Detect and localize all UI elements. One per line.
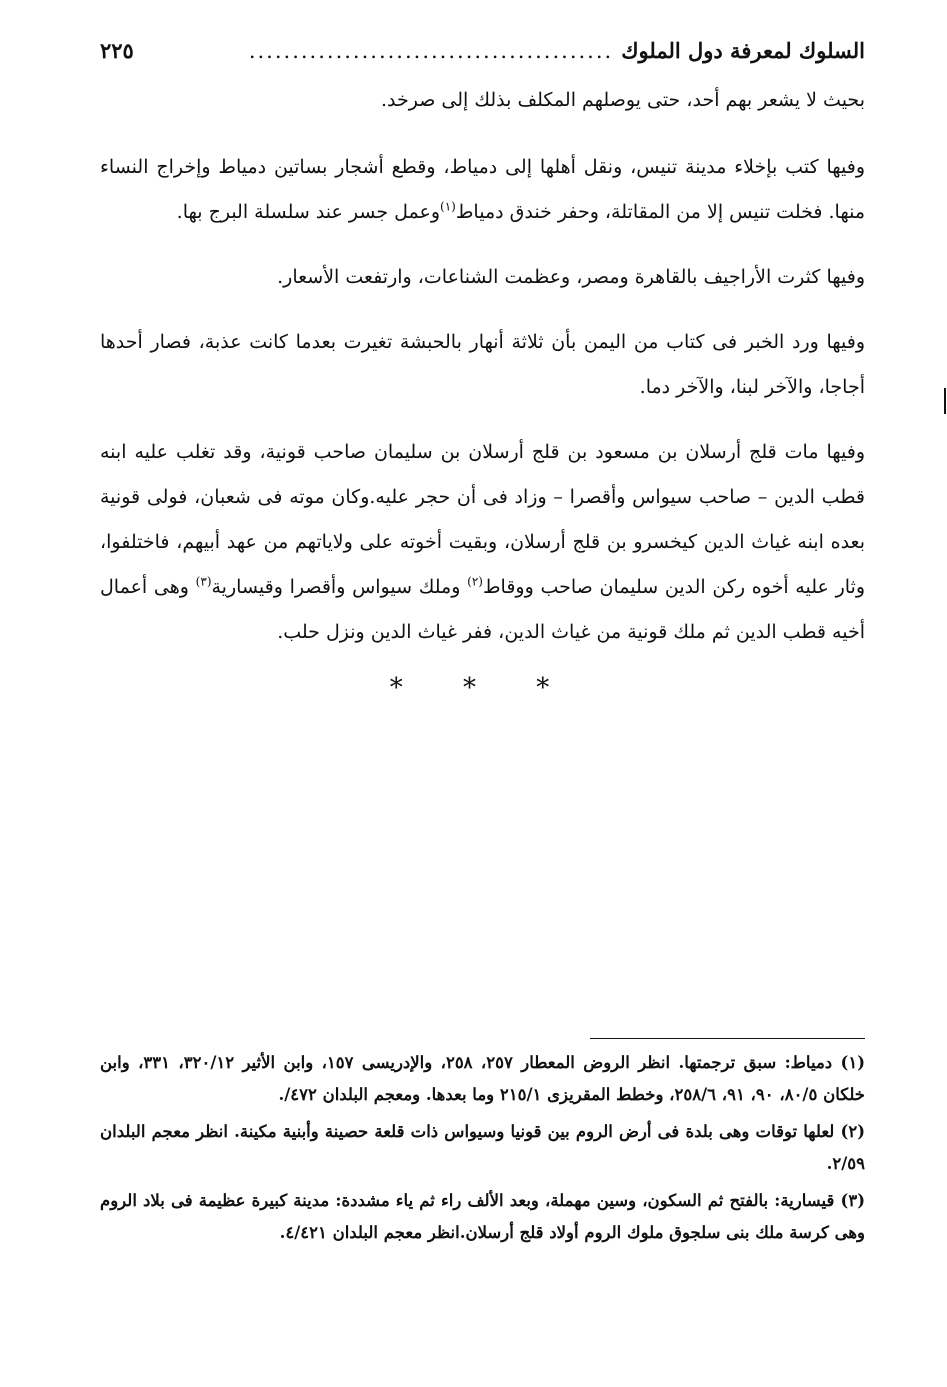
header-leader-dots: .......................................... [248,39,614,63]
paragraph-text: وعمل جسر عند سلسلة البرج بها. [176,201,441,223]
paragraph-text: وهى أعمال أخيه قطب الدين ثم ملك قونية من غياث الدين، ففر غياث الدين ونزل حلب. [100,576,865,643]
scan-edge-mark [944,388,946,414]
footnote-ref-3: (٣) [195,574,212,589]
paragraph-4 [100,320,865,410]
paragraph-text: وملك سيواس وأقصرا وقيسارية [211,576,468,598]
section-separator-stars: * * * [389,673,576,703]
paragraph-text: وفيها ورد الخبر فى كتاب من اليمن بأن ثلاثة أنهار بالحبشة تغيرت بعدما كانت عذبة، فصار أحدها أجاجا، والآخر لبنا، والآخر دما. [100,331,865,398]
paragraph-text: وفيها كتب بإخلاء مدينة تنيس، ونقل أهلها إلى دمياط، وقطع أشجار بساتين دمياط وإخراج النساء منها. فخلت تنيس إلا من المقاتلة، وحفر خندق دمياط [100,156,865,223]
running-header [100,38,865,78]
paragraph-5 [100,430,865,655]
paragraph-text: بحيث لا يشعر بهم أحد، حتى يوصلهم المكلف بذلك إلى صرخد. [381,89,865,111]
paragraph-2 [100,145,865,235]
paragraph-text: وفيها مات قلج أرسلان بن مسعود بن قلج أرسلان بن سليمان صاحب قونية، وقد تغلب عليه ابنه قطب الدين – صاحب سيواس وأقصرا – وزاد فى أن حجر عليه.وكان موته فى شعبان، فولى قونية بعده ابنه غياث الدين كيخسرو بن قلج أرسلان، وبقيت أخوته على ولاياتهم من عهد أبيهم، فاختلفوا، وثار عليه أخوه ركن الدين سليمان صاحب ووقاط [100,441,865,598]
footnote-3: (٣) قيسارية: بالفتح ثم السكون، وسين مهملة، وبعد الألف راء ثم ياء مشددة: مدينة كبيرة عظيمة فى بلاد الروم وهى كرسة ملك بنى سلجوق ملوك الروم أولاد قلج أرسلان.انظر معجم البلدان ٤/٤٢١. [100,1191,865,1242]
book-page [100,38,865,713]
page-number: ٢٢٥ [100,38,134,63]
footnote-1: (١) دمياط: سبق ترجمتها. انظر الروض المعطار ٢٥٧، ٢٥٨، والإدريسى ١٥٧، وابن الأثير ٣٢٠/١٢، ٣٣١، وابن خلكان ٨٠/٥، ٩٠، ٩١، ٢٥٨/٦، وخطط المقريزى ٢١٥/١ وما بعدها. ومعجم البلدان ٤٧٢/. [100,1053,865,1104]
main-text [100,78,865,655]
footnote-ref-2: (٢) [467,574,483,589]
paragraph-3 [100,255,865,300]
paragraph-1 [100,78,865,123]
paragraph-text: وفيها كثرت الأراجيف بالقاهرة ومصر، وعظمت الشناعات، وارتفعت الأسعار. [277,266,865,288]
footnote-2: (٢) لعلها توقات وهى بلدة فى أرض الروم بين قونيا وسيواس ذات قلعة حصينة وأبنية مكينة. انظر معجم البلدان ٢/٥٩. [100,1122,865,1173]
footnotes-section [100,1038,865,1254]
book-title: السلوك لمعرفة دول الملوك [621,38,865,63]
footnote-divider [590,1038,865,1039]
footnote-ref-1: (١) [440,199,456,214]
